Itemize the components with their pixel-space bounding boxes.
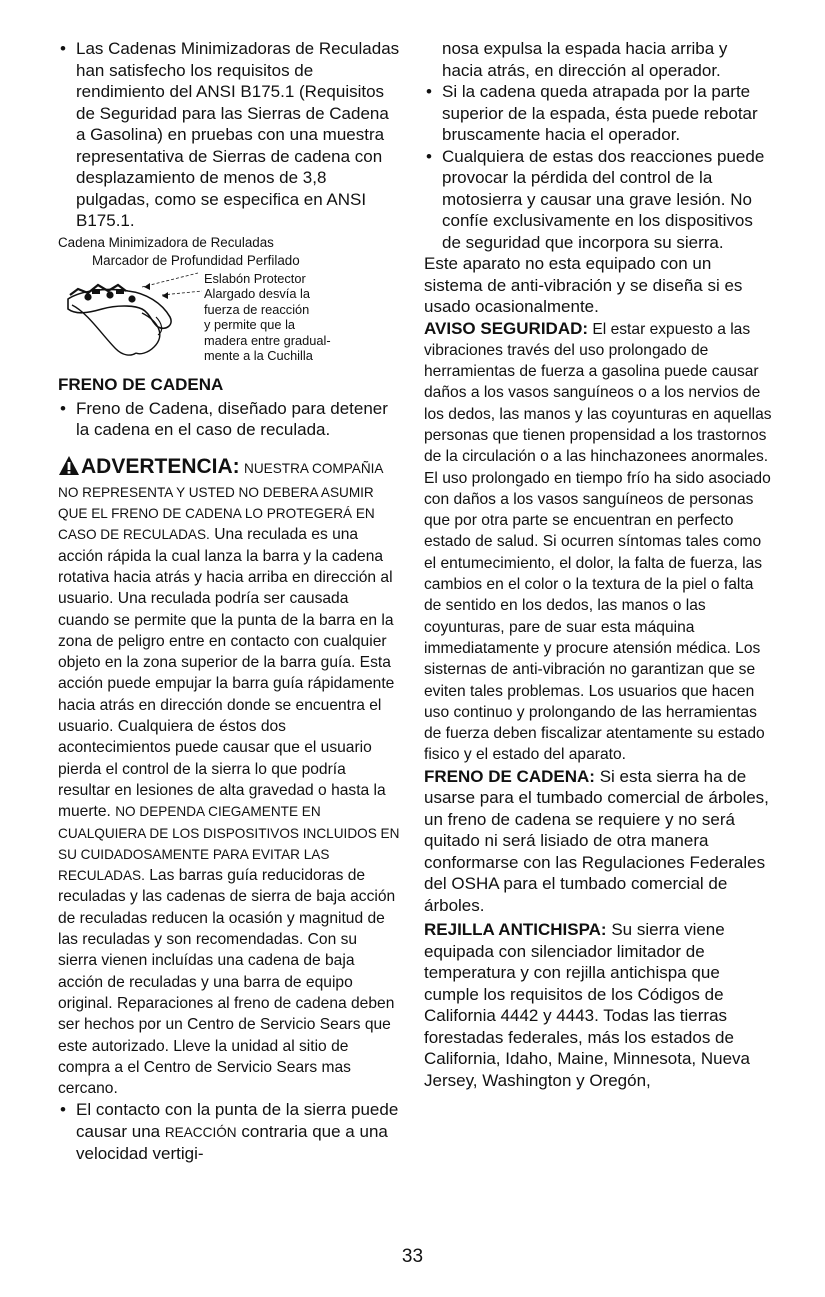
warning-block <box>58 455 400 1100</box>
figure-label-line: mente a la Cuchilla <box>204 348 313 364</box>
heading-safety-notice: AVISO SEGURIDAD: <box>424 318 589 338</box>
paragraph-spark-arrestor: REJILLA ANTICHISPA: Su sierra viene equipada con silenciador limitador de temperatura y con rejilla antichispa que cumple los requisitos de los Códigos de California 4442 y 4443. Todas las tierras forestadas federales, más los estados de California, Idaho, Maine, Minnesota, Nueva Jersey, Washington y Oregón, <box>424 920 751 1090</box>
warning-caps: NO DEPENDA CIEGAMENTE EN CUALQUIERA DE LOS DISPOSITIVOS INCLUIDOS EN SU CUIDADOSAMENTE PARA EVITAR LAS RECULADAS. <box>58 804 400 884</box>
figure-label-depth: Marcador de Profundidad Perfilado <box>92 252 300 268</box>
list-item-chain-brake: • Freno de Cadena, diseñado para detener la cadena en el caso de reculada. <box>58 398 400 441</box>
warning-title: ADVERTENCIA: <box>81 454 240 478</box>
figure-label-line: y permite que la <box>204 317 296 333</box>
warning-body: Las barras guía reducidoras de reculadas y las cadenas de sierra de baja acción de reculadas reducen la ocasión y magnitud de las reculadas y son recomendadas. Con su sierra vienen incluídas una cadena de baja acción de reculadas y una barra de equipo original. Reparaciones al freno de cadena deben ser hechos por un Centro de Servicio Sears que este autorizado. Lleve la unidad al sitio de compra a el Centro de Servicio Sears mas cercano. <box>58 867 396 1098</box>
section-heading-chain-brake: FRENO DE CADENA <box>58 374 224 394</box>
figure-labels <box>204 271 331 365</box>
saw-chain-illustration <box>58 265 208 369</box>
figure-caption: Cadena Minimizadora de Reculadas <box>58 234 274 250</box>
paragraph-vibration: Este aparato no esta equipado con un sistema de anti-vibración y se diseña si es usado ocasionalmente. <box>424 254 743 316</box>
chain-figure <box>58 251 400 369</box>
paragraph-safety-notice: AVISO SEGURIDAD: El estar expuesto a las vibraciones través del uso prolongado de herramientas de fuerza a gasolina puede causar daños a los vasos sanguíneos o a los nervios de los dedos, las manos y las coyunturas en aquellas personas que tienen propensidad a los trastornos de la circulación o a las hinchazonees anormales. El uso prolongado en tiempo frío ha sido asociado con daños a los vasos sanguíneos de personas que por otra parte se encuentran en perfecto estado de salud. Si ocurren síntomas tales como el entumecimiento, el dolor, la falta de fuerza, las cambios en el color o la textura de la piel o falta de sentido en los dedos, las manos o las coyunturas, pare de suar esta máquina immediatamente y procure atensión médica. Los sisternas de anti-vibración no garantizan que se eviten tales problemas. Los usuarios que hacen uso continuo y prolongando de las herramientas de fuerza deben fiscalizar atentamente su estado fisico y el estado del aparato. <box>424 318 772 764</box>
figure-label-line: madera entre gradual- <box>204 332 331 348</box>
figure-label-line: Alargado desvía la <box>204 286 310 302</box>
right-column <box>424 38 772 1091</box>
warning-body: Una reculada es una acción rápida la cual lanza la barra y la cadena rotativa hacia atrás y hacia arriba en dirección al usuario. Una reculada podría ser causada cuando se permite que la punta de la barra en la zona de peligro entre en contacto con cualquier objeto en la zona superior de la barra guía. Esta acción puede empujar la barra guía rápidamente hacia atrás en dirección donde se encuentra el usuario. Cualquiera de éstos dos acontecimientos puede causar que el usuario pierda el control de la sierra lo que podría resultar en lesiones de alta gravedad o hasta la muerte. <box>58 526 395 821</box>
heading-chain-brake: FRENO DE CADENA: <box>424 766 595 786</box>
warning-caps: NUESTRA COMPAÑIA NO REPRESENTA Y USTED NO DEBERA ASUMIR QUE EL FRENO DE CADENA LO PROTEGERÁ EN CASO DE RECULADAS. <box>58 460 383 543</box>
heading-spark-arrestor: REJILLA ANTICHISPA: <box>424 920 607 940</box>
list-item-ansi: • Las Cadenas Minimizadoras de Reculadas han satisfecho los requisitos de rendimiento del ANSI B175.1 (Requisitos de Seguridad para las Sierras de Cadena a Gasolina) en pruebas con una muestra representativa de Sierras de cadena con desplazamiento de menos de 3,8 pulgadas, como se especifica en ANSI B175.1. <box>58 38 400 232</box>
figure-label-line: fuerza de reacción <box>204 301 310 317</box>
left-column <box>58 38 400 1165</box>
warning-icon <box>58 455 80 482</box>
paragraph-chain-brake: FRENO DE CADENA: Si esta sierra ha de usarse para el tumbado comercial de árboles, un freno de cadena se requiere y no será quitado ni será lisiado de otra manera conformarse con las Regulaciones Federales del OSHA para el tumbado comercial de árboles. <box>424 766 769 915</box>
list-item-continued: nosa expulsa la espada hacia arriba y hacia atrás, en dirección al operador. <box>442 39 728 80</box>
page-number: 33 <box>401 1246 424 1267</box>
figure-label-guard: Eslabón Protector <box>204 270 306 286</box>
list-item-reactions: • Cualquiera de estas dos reacciones puede provocar la pérdida del control de la motosierra y causar una grave lesión. No confíe exclusivamente en los dispositivos de seguridad que incorpora su sierra. <box>424 146 772 254</box>
list-item-kickback: • El contacto con la punta de la sierra puede causar una REACCIÓN contraria que a una velocidad vertigi- <box>58 1099 400 1165</box>
list-item-trapped-chain: • Si la cadena queda atrapada por la parte superior de la espada, ésta puede rebotar bruscamente hacia el operador. <box>424 81 772 146</box>
